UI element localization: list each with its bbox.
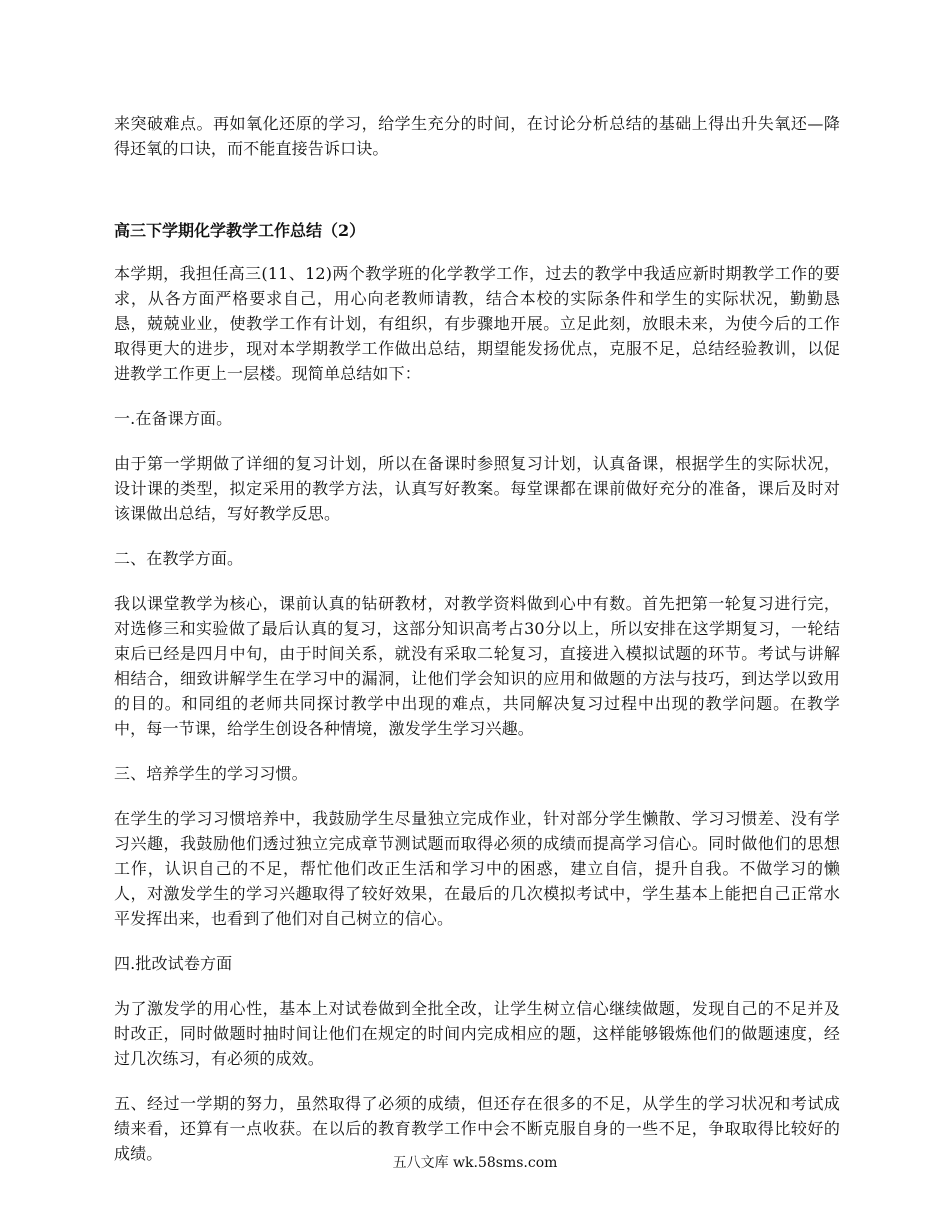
- paragraph-lesson-prep: 由于第一学期做了详细的复习计划，所以在备课时参照复习计划，认真备课，根据学生的实际状况，设计课的类型，拟定采用的教学方法，认真写好教案。每堂课都在课前做好充分的准备，课后及时对该课做出总结，写好教学反思。: [114, 454, 840, 523]
- section-title: 高三下学期化学教学工作总结（2）: [114, 221, 366, 240]
- paragraph-summary-intro: 本学期，我担任高三(11、12)两个教学班的化学教学工作，过去的教学中我适应新时期教学工作的要求，从各方面严格要求自己，用心向老教师请教，结合本校的实际条件和学生的实际状况，勤勤恳恳，兢兢业业，使教学工作有计划，有组织，有步骤地开展。立足此刻，放眼未来，为使今后的工作取得更大的进步，现对本学期教学工作做出总结，期望能发扬优点，克服不足，总结经验教训，以促进教学工作更上一层楼。现简单总结如下：: [114, 264, 840, 383]
- document-body: [114, 111, 840, 1166]
- paragraph-grading: 为了激发学的用心性，基本上对试卷做到全批全改，让学生树立信心继续做题，发现自己的不足并及时改正，同时做题时抽时间让他们在规定的时间内完成相应的题，这样能够锻炼他们的做题速度，经过几次练习，有必须的成效。: [114, 999, 840, 1068]
- heading-study-habits: 三、培养学生的学习习惯。: [114, 764, 308, 783]
- paragraph-teaching: 我以课堂教学为核心，课前认真的钻研教材，对教学资料做到心中有数。首先把第一轮复习进行完，对选修三和实验做了最后认真的复习，这部分知识高考占30分以上，所以安排在这学期复习，一轮结束后已经是四月中旬，由于时间关系，就没有采取二轮复习，直接进入模拟试题的环节。考试与讲解相结合，细致讲解学生在学习中的漏洞，让他们学会知识的应用和做题的方法与技巧，到达学以致用的目的。和同组的老师共同探讨教学中出现的难点，共同解决复习过程中出现的教学问题。在教学中，每一节课，给学生创设各种情境，激发学生学习兴趣。: [114, 594, 840, 738]
- intro-paragraph: 来突破难点。再如氧化还原的学习，给学生充分的时间，在讨论分析总结的基础上得出升失氧还—降得还氧的口诀，而不能直接告诉口诀。: [114, 114, 840, 158]
- paragraph-conclusion: 五、经过一学期的努力，虽然取得了必须的成绩，但还存在很多的不足，从学生的学习状况和考试成绩来看，还算有一点收获。在以后的教育教学工作中会不断克服自身的一些不足，争取取得比较好的成绩。: [114, 1094, 840, 1163]
- heading-teaching: 二、在教学方面。: [114, 549, 244, 568]
- paragraph-study-habits: 在学生的学习习惯培养中，我鼓励学生尽量独立完成作业，针对部分学生懒散、学习习惯差、没有学习兴趣，我鼓励他们透过独立完成章节测试题而取得必须的成绩而提高学习信心。同时做他们的思想工作，认识自己的不足，帮忙他们改正生活和学习中的困惑，建立自信，提升自我。不做学习的懒人，对激发学生的学习兴趣取得了较好效果，在最后的几次模拟考试中，学生基本上能把自己正常水平发挥出来，也看到了他们对自己树立的信心。: [114, 809, 840, 928]
- heading-grading: 四.批改试卷方面: [114, 954, 233, 973]
- heading-lesson-prep: 一.在备课方面。: [114, 409, 233, 428]
- footer-watermark: 五八文库 wk.58sms.com: [392, 1155, 558, 1171]
